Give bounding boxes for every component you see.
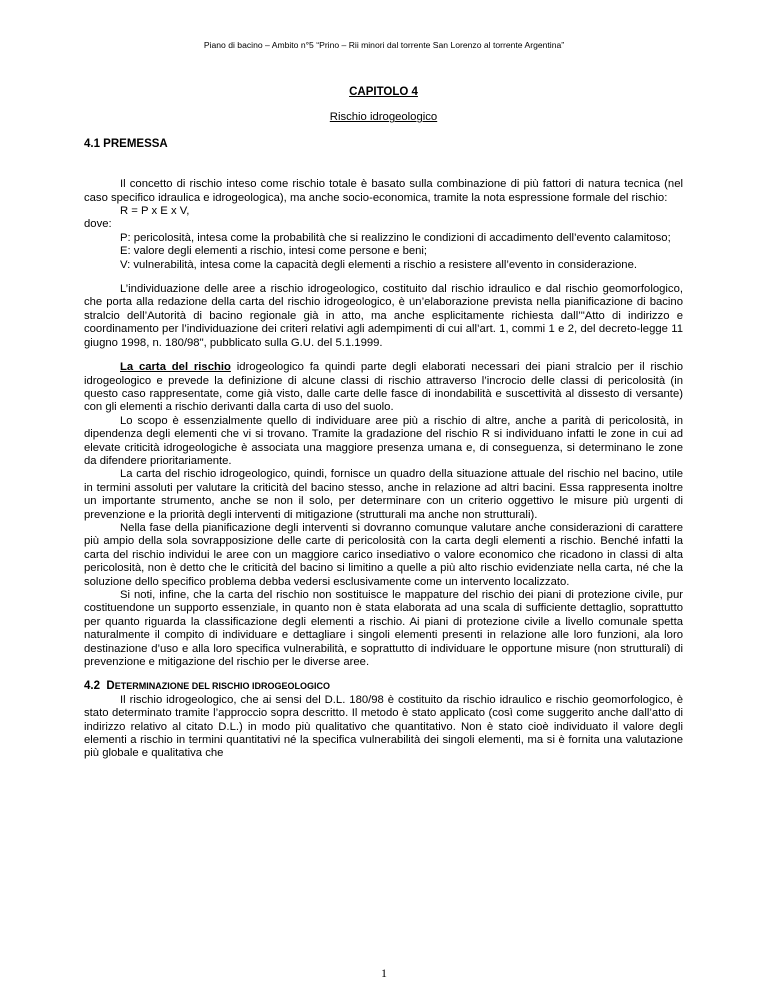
running-header: Piano di bacino – Ambito n°5 “Prino – Rii minori dal torrente San Lorenzo al torrente Argentina”	[203, 40, 565, 50]
section-title-initial: D	[106, 680, 115, 693]
paragraph-scopo: Lo scopo è essenzialmente quello di individuare aree più a rischio di altre, anche a parità di pericolosità, in dipendenza degli elementi che vi si trovano. Tramite la gradazione del rischio R si individuano infatti le zone in cui ad elevate criticità idrogeologiche è associata una maggiore presenza umana e, di conseguenza, si determinano le zone da difendere prioritariamente.	[84, 414, 683, 467]
paragraph-intro: Il concetto di rischio inteso come rischio totale è basato sulla combinazione di più fattori di natura tecnica (nel caso specifico idraulica e idrogeologica), ma anche socio-economica, tramite la nota espressione formale del rischio:	[84, 178, 683, 204]
paragraph-individuazione: L’individuazione delle aree a rischio idrogeologico, costituito dal rischio idraulico e dal rischio geomorfologico, che porta alla redazione della carta del rischio idrogeologico, è un’elaborazione prevista nella pianificazione di bacino stralcio dell’Autorità di bacino regionale già in atto, ma anche esplicitamente richiesta dall’"Atto di indirizzo e coordinamento per l’individuazione dei criteri relativi agli adempimenti di cui all’art. 1, commi 1 e 2, del decreto-legge 11 giugno 1998, n. 180/98", pubblicato sulla G.U. del 5.1.1999.	[84, 283, 683, 349]
chapter-subtitle: Rischio idrogeologico	[329, 111, 438, 124]
chapter-title: CAPITOLO 4	[349, 86, 418, 98]
section-title-rest: ETERMINAZIONE DEL RISCHIO IDROGEOLOGICO	[114, 681, 331, 692]
paragraph-rischio-idrogeologico: Il rischio idrogeologico, che ai sensi del D.L. 180/98 è costituito da rischio idraulico e rischio geomorfologico, è stato determinato tramite l’approccio sopra descritto. Il metodo è stato applicato (così come suggerito anche dall’atto di indirizzo relativo al citato D.L.) in modo più qualitativo che quantitativo. Non è stato cioè individuato il valore degli elementi a rischio in termini quantitativi né la specifica vulnerabilità dei singoli elementi, ma si è fornita una valutazione più globale e qualitativa che	[84, 693, 683, 760]
definition-e: E: valore degli elementi a rischio, intesi come persone e beni;	[120, 245, 428, 258]
definition-p: P: pericolosità, intesa come la probabilità che si realizzino le condizioni di accadimento dell’evento calamitoso;	[120, 231, 671, 244]
section-title-premessa: 4.1 PREMESSA	[84, 137, 168, 150]
paragraph-quadro: La carta del rischio idrogeologico, quindi, fornisce un quadro della situazione attuale del rischio nel bacino, utile in termini assoluti per valutare la criticità del bacino stesso, anche in relazione ad altri bacini. Essa rappresenta inoltre un importante strumento, anche se non il solo, per determinare con un criterio oggettivo le misure più urgenti di prevenzione e la priorità degli interventi di mitigazione (strutturali ma anche non strutturali).	[84, 468, 683, 521]
definition-v: V: vulnerabilità, intesa come la capacità degli elementi a rischio a resistere all’evento in considerazione.	[120, 258, 638, 271]
dove-label: dove:	[84, 218, 112, 231]
page-number: 1	[381, 966, 387, 980]
carta-rischio-emphasis: La carta del rischio	[120, 361, 231, 374]
section-number: 4.2	[84, 680, 100, 693]
document-body	[84, 86, 683, 761]
paragraph-pianificazione: Nella fase della pianificazione degli interventi si dovranno comunque valutare anche considerazioni di carattere più ampio della sola sovrapposizione delle carte di pericolosità con la carta degli elementi a rischio. Benché infatti la carta del rischio individui le aree con un maggiore carico insediativo o valore economico che ricadono in classi di alta pericolosità, non è detto che le criticità del bacino si limitino a quelle a più alto rischio evidenziate nella carta, né che la soluzione dello specifico problema debba vedersi esclusivamente come un intervento localizzato.	[84, 521, 683, 588]
section-title-determinazione	[84, 680, 683, 693]
carta-rischio-text: idrogeologico fa quindi parte degli elaborati necessari dei piani stralcio per il rischio idrogeologico e prevede la definizione di alcune classi di rischio attraverso l’incrocio delle classi di pericolosità (in questo caso rappresentate, come già visto, dalle carte delle fasce di inondabilità e suscettività al dissesto di versante) con gli elementi a rischio derivanti dalla carta di uso del suolo.	[84, 361, 684, 414]
risk-formula: R = P x E x V,	[120, 205, 190, 218]
paragraph-protezione-civile: Si noti, infine, che la carta del rischio non sostituisce le mappature del rischio dei piani di protezione civile, pur costituendone un supporto essenziale, in quanto non è stata elaborata ad una scala di sufficiente dettaglio, soprattutto per quanto riguarda la classificazione degli elementi a rischio. Ai piani di protezione civile a livello comunale spetta naturalmente il compito di individuare e dettagliare i singoli elementi presenti in relazione alle loro funzioni, ala loro destinazione d’uso e alla loro specifica vulnerabilità, e soprattutto di individuare le opportune misure (non strutturali) di prevenzione e mitigazione del rischio per le diverse aree.	[84, 589, 683, 669]
paragraph-carta-rischio	[84, 361, 683, 415]
